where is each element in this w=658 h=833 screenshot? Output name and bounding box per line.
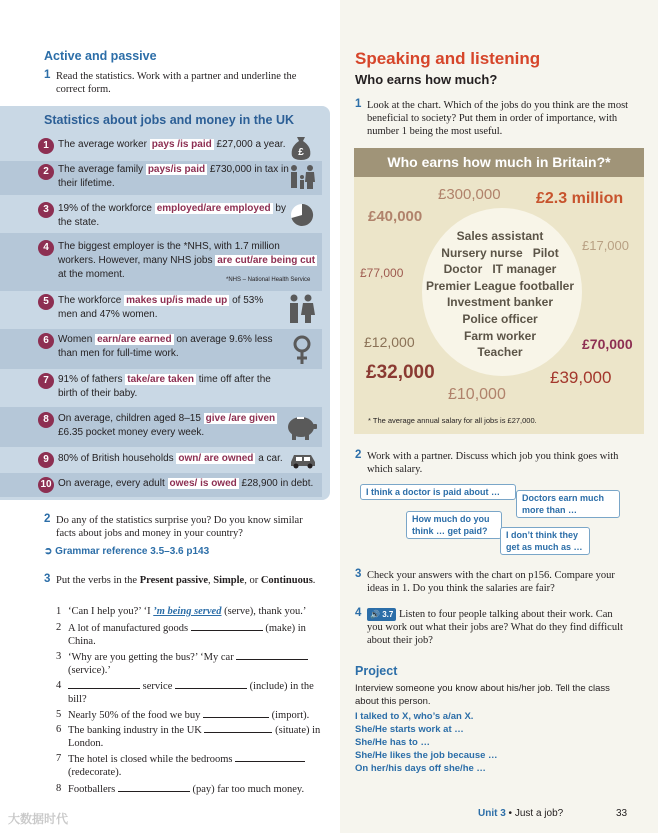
stat-row: [0, 291, 322, 329]
exercise-text: (serve), thank you.’: [221, 606, 307, 617]
stat-row: [0, 407, 322, 447]
project-title: Project: [355, 664, 398, 678]
exercise-number: 1: [56, 606, 62, 617]
stat-option[interactable]: employed/are employed: [156, 203, 271, 214]
stat-text: [58, 412, 286, 440]
q3-mid2: , or: [244, 575, 261, 586]
section-subtitle: Who earns how much?: [355, 72, 498, 87]
exercise-text: ‘Can I help you?’ ‘I: [68, 606, 154, 617]
exercise-number: 4: [56, 680, 62, 691]
salary-label: £77,000: [360, 266, 404, 280]
stat-pre: On average, children aged 8–15: [58, 413, 204, 424]
job-label: Nursery nurse: [441, 245, 523, 260]
stat-option[interactable]: take/are taken: [127, 374, 194, 385]
q3-pre: Put the verbs in the: [56, 575, 140, 586]
stat-number: 8: [38, 412, 54, 428]
project-line: She/He starts work at …: [355, 724, 464, 735]
stat-pre: On average, every adult: [58, 478, 168, 489]
stat-post: £28,900 in debt.: [238, 478, 314, 489]
stat-pre: 80% of British households: [58, 453, 177, 464]
stat-pre: The biggest employer is the *NHS, with 1.7 million workers. However, many NHS jobs: [58, 241, 280, 266]
q3-mid: ,: [208, 575, 214, 586]
speech-bubble: Doctors earn much more than …: [516, 490, 620, 518]
nhs-note: *NHS – National Health Service: [226, 277, 311, 283]
stat-row: [0, 329, 322, 369]
job-label: Doctor: [443, 262, 483, 277]
project-line: She/He likes the job because …: [355, 750, 498, 761]
q3-bold2: Simple: [213, 575, 245, 586]
stat-post: of 53% men and 47% women.: [58, 295, 264, 320]
job-label: Teacher: [477, 345, 523, 360]
exercise-text: The hotel is closed while the bedrooms: [68, 754, 236, 765]
stat-number: 9: [38, 452, 54, 468]
footer-sep: •: [505, 808, 515, 819]
unit-title: Just a job?: [514, 808, 564, 819]
salary-label: £12,000: [364, 334, 415, 350]
question-number: 3: [355, 568, 362, 580]
question-number: 1: [44, 69, 51, 81]
project-line: On her/his days off she/he …: [355, 763, 486, 774]
answer-blank[interactable]: [175, 679, 247, 689]
stat-post: £27,000 a year.: [213, 139, 286, 150]
q3-bold1: Present passive: [139, 575, 209, 586]
piggy-bank-icon: [284, 413, 318, 441]
stat-post: a car.: [255, 453, 283, 464]
exercise-text: (pay) far too much money.: [189, 784, 305, 795]
job-label: IT manager: [492, 262, 557, 277]
stat-option[interactable]: owes/ is owed: [169, 478, 237, 489]
man-woman-icon: [286, 293, 316, 325]
job-label: Farm worker: [463, 328, 537, 343]
stat-row: [0, 233, 322, 291]
stat-text: [58, 163, 290, 191]
salary-label: £2.3 million: [536, 190, 624, 207]
answer-blank[interactable]: [203, 708, 269, 718]
svg-text:£: £: [298, 147, 304, 158]
stat-text: [58, 138, 288, 152]
stat-row: [0, 369, 322, 407]
stat-text: [58, 294, 278, 322]
question-text: Look at the chart. Which of the jobs do you think are the most beneficial to society? Put them in order of importance, with number 1 being the most useful.: [367, 100, 629, 137]
stat-post: £6.35 pocket money every week.: [58, 427, 205, 438]
exercise-text: (make) in China.: [68, 623, 306, 647]
audio-track-icon[interactable]: 🔊 3.7: [367, 608, 396, 621]
question-text: [367, 608, 629, 647]
stat-option[interactable]: pays/is paid: [147, 164, 206, 175]
exercise-item: [56, 723, 326, 751]
stat-post: on average 9.6% less than men for full-time work.: [58, 334, 273, 359]
exercise-number: 8: [56, 783, 62, 794]
exercise-number: 6: [56, 724, 62, 735]
answer-blank[interactable]: [235, 752, 305, 762]
answer-blank[interactable]: [204, 723, 272, 733]
salary-label: £70,000: [582, 336, 633, 352]
exercise-text: ‘Why are you getting the bus?’ ‘My car: [68, 652, 237, 663]
pie-chart-icon: [290, 203, 314, 227]
arrow-right-icon: ➲: [44, 546, 56, 557]
stat-post: by the state.: [58, 203, 286, 228]
question-number: 2: [44, 513, 51, 525]
salary-label: £39,000: [550, 368, 612, 387]
question-number: 3: [44, 573, 51, 585]
family-icon: [288, 163, 316, 193]
q4-text: Listen to four people talking about their work. Can you work out what their jobs are? What do they find difficult about their job?: [367, 609, 623, 646]
stats-title: Statistics about jobs and money in the UK: [44, 113, 295, 127]
stat-number: 7: [38, 373, 54, 389]
stat-text: [58, 202, 290, 230]
salary-label: £32,000: [366, 362, 435, 383]
exercise-text: (situate) in London.: [68, 725, 321, 749]
stat-pre: The workforce: [58, 295, 125, 306]
exercise-item: [56, 650, 326, 678]
stat-pre: The average family: [58, 164, 146, 175]
exercise-text: (import).: [269, 710, 310, 721]
stat-row: [0, 447, 322, 473]
stat-post: £730,000 in tax in their lifetime.: [58, 164, 289, 189]
section-title: Active and passive: [44, 49, 157, 63]
question-text: Read the statistics. Work with a partner and underline the correct form.: [56, 71, 297, 95]
stat-option[interactable]: makes up/is made up: [126, 295, 228, 306]
grammar-reference-link[interactable]: [44, 546, 209, 557]
project-text: Interview someone you know about his/her job. Tell the class about this person.: [355, 683, 610, 707]
stat-option[interactable]: earn/are earned: [97, 334, 172, 345]
answer-blank[interactable]: [68, 679, 140, 689]
stat-text: [58, 477, 320, 491]
stat-text: [58, 373, 290, 401]
page-number: 33: [616, 808, 628, 819]
exercise-text: Footballers: [68, 784, 118, 795]
project-line: I talked to X, who’s a/an X.: [355, 711, 474, 722]
salary-label: £10,000: [448, 386, 506, 403]
speech-bubble: I don’t think they get as much as …: [500, 527, 590, 555]
salary-label: £300,000: [438, 186, 501, 203]
stat-option[interactable]: give /are given: [205, 413, 276, 424]
question-number: 2: [355, 449, 362, 461]
stat-number: 1: [38, 138, 54, 154]
stat-row: [0, 473, 322, 497]
exercise-number: 5: [56, 709, 62, 720]
stat-option[interactable]: pays /is paid: [151, 139, 212, 150]
stat-text: [58, 452, 290, 466]
stat-number: 2: [38, 164, 54, 180]
exercise-text: A lot of manufactured goods: [68, 623, 191, 634]
exercise-item: [56, 782, 326, 796]
stat-number: 10: [38, 477, 54, 493]
stat-text: [58, 333, 282, 361]
footer-unit: [478, 808, 563, 819]
stat-post: time off after the birth of their baby.: [58, 374, 271, 399]
answer-blank[interactable]: [191, 621, 263, 631]
exercise-item: [56, 752, 326, 780]
stat-number: 5: [38, 294, 54, 310]
exercise-item: [56, 605, 326, 619]
speech-bubble: I think a doctor is paid about …: [360, 484, 516, 500]
unit-label: Unit 3: [478, 808, 506, 819]
female-symbol-icon: [290, 334, 314, 366]
q3-bold3: Continuous: [260, 575, 313, 586]
exercise-text: (redecorate).: [68, 767, 122, 778]
question-number: 1: [355, 98, 362, 110]
question-number: 4: [355, 607, 362, 619]
stat-post: at the moment.: [58, 269, 125, 280]
salary-chart-title: Who earns how much in Britain?*: [354, 148, 644, 177]
exercise-item: [56, 621, 326, 649]
exercise-text: service: [140, 681, 175, 692]
jobs-list: [420, 228, 580, 361]
exercise-text: Nearly 50% of the food we buy: [68, 710, 204, 721]
question-text: [56, 574, 318, 587]
chart-footnote: * The average annual salary for all jobs is £27,000.: [368, 416, 537, 425]
watermark: 大数据时代: [8, 812, 69, 826]
answer-blank[interactable]: [118, 782, 190, 792]
salary-label: £17,000: [582, 238, 629, 253]
stat-row: [0, 195, 322, 233]
job-label: Sales assistant: [456, 229, 544, 243]
audio-track-label: 3.7: [382, 610, 394, 619]
exercise-text: The banking industry in the UK: [68, 725, 205, 736]
exercise-number: 2: [56, 622, 62, 633]
exercise-text: (include) in the bill?: [68, 681, 314, 705]
stat-pre: The average worker: [58, 139, 150, 150]
project-line: She/He has to …: [355, 737, 430, 748]
stat-text: [58, 240, 320, 282]
example-answer: ’m being served: [153, 606, 222, 617]
stat-number: 4: [38, 240, 54, 256]
section-title: Speaking and listening: [355, 49, 541, 68]
question-text: Work with a partner. Discuss which job you think goes with which salary.: [367, 451, 619, 475]
question-text: Do any of the statistics surprise you? Do you know similar facts about jobs and money in your country?: [56, 515, 303, 539]
exercise-item: [56, 679, 326, 707]
job-label: Police officer: [462, 311, 538, 326]
stat-row: [0, 131, 322, 161]
exercise-text: (service).’: [68, 665, 111, 676]
answer-blank[interactable]: [236, 650, 308, 660]
exercise-number: 3: [56, 651, 62, 662]
car-icon: [289, 451, 317, 469]
money-bag-icon: [288, 131, 314, 161]
stat-pre: 91% of fathers: [58, 374, 126, 385]
stat-option[interactable]: own/ are owned: [178, 453, 254, 464]
salary-label: £40,000: [368, 208, 423, 225]
job-label: Premier League footballer: [425, 278, 575, 293]
stat-row: [0, 161, 322, 195]
stat-option[interactable]: are cut/are being cut: [217, 255, 316, 266]
job-label: Investment banker: [446, 295, 554, 310]
speech-bubble: How much do you think … get paid?: [406, 511, 502, 539]
exercise-item: [56, 708, 326, 722]
stat-pre: Women: [58, 334, 96, 345]
stat-number: 6: [38, 333, 54, 349]
q3-end: .: [312, 575, 316, 586]
stat-pre: 19% of the workforce: [58, 203, 155, 214]
stat-number: 3: [38, 202, 54, 218]
grammar-reference-label: Grammar reference 3.5–3.6 p143: [55, 546, 210, 557]
job-label: Pilot: [532, 245, 559, 260]
exercise-number: 7: [56, 753, 62, 764]
question-text: Check your answers with the chart on p156. Compare your ideas in 1. Do you think the salaries are fair?: [367, 570, 615, 594]
